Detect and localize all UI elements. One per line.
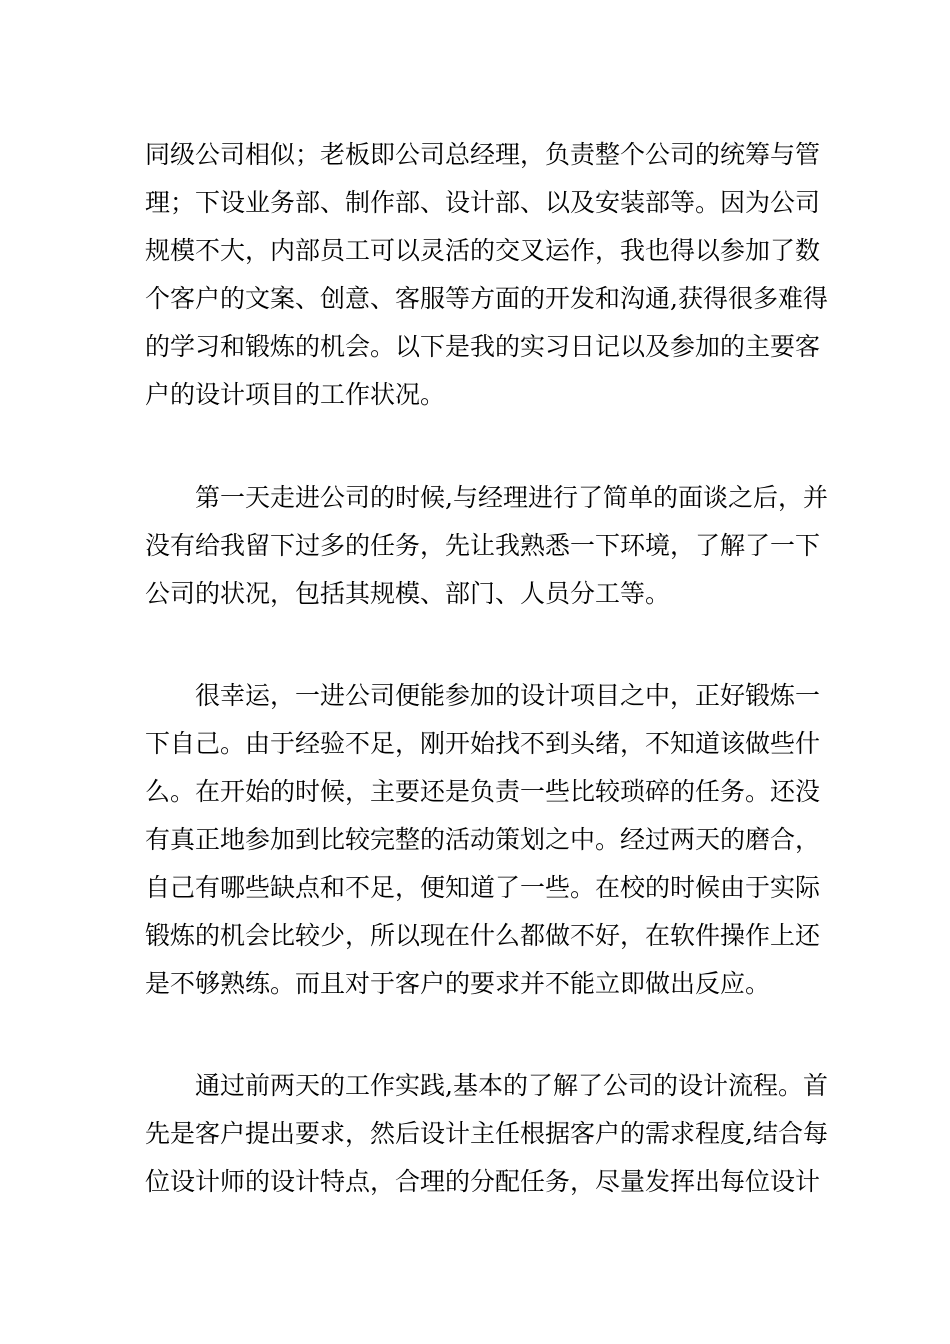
text-line: 第一天走进公司的时候,与经理进行了简单的面谈之后，并 xyxy=(145,483,828,512)
paragraph-3 xyxy=(145,672,821,1008)
paragraph-4 xyxy=(145,1062,828,1206)
text-line: 么。在开始的时候，主要还是负责一些比较琐碎的任务。还没 xyxy=(145,777,821,806)
text-line: 同级公司相似；老板即公司总经理，负责整个公司的统筹与管 xyxy=(145,140,821,169)
text-line: 户的设计项目的工作状况。 xyxy=(145,380,446,409)
text-line: 锻炼的机会比较少，所以现在什么都做不好，在软件操作上还 xyxy=(145,921,821,950)
text-line: 的学习和锻炼的机会。以下是我的实习日记以及参加的主要客 xyxy=(145,332,821,361)
text-line: 公司的状况，包括其规模、部门、人员分工等。 xyxy=(145,579,671,608)
text-line: 先是客户提出要求，然后设计主任根据客户的需求程度,结合每 xyxy=(145,1119,828,1148)
text-line: 个客户的文案、创意、客服等方面的开发和沟通,获得很多难得 xyxy=(145,284,828,313)
text-line: 有真正地参加到比较完整的活动策划之中。经过两天的磨合， xyxy=(145,825,821,854)
text-line: 自己有哪些缺点和不足，便知道了一些。在校的时候由于实际 xyxy=(145,873,821,902)
paragraph-1 xyxy=(145,131,828,419)
text-line: 通过前两天的工作实践,基本的了解了公司的设计流程。首 xyxy=(145,1071,828,1100)
text-line: 下自己。由于经验不足，刚开始找不到头绪，不知道该做些什 xyxy=(145,729,821,758)
text-line: 位设计师的设计特点，合理的分配任务，尽量发挥出每位设计 xyxy=(145,1167,821,1196)
paragraph-2 xyxy=(145,474,828,618)
text-line: 很幸运，一进公司便能参加的设计项目之中，正好锻炼一 xyxy=(145,681,821,710)
text-line: 没有给我留下过多的任务，先让我熟悉一下环境，了解了一下 xyxy=(145,531,821,560)
text-line: 是不够熟练。而且对于客户的要求并不能立即做出反应。 xyxy=(145,969,771,998)
text-line: 规模不大，内部员工可以灵活的交叉运作，我也得以参加了数 xyxy=(145,236,821,265)
text-line: 理；下设业务部、制作部、设计部、以及安装部等。因为公司 xyxy=(145,188,821,217)
